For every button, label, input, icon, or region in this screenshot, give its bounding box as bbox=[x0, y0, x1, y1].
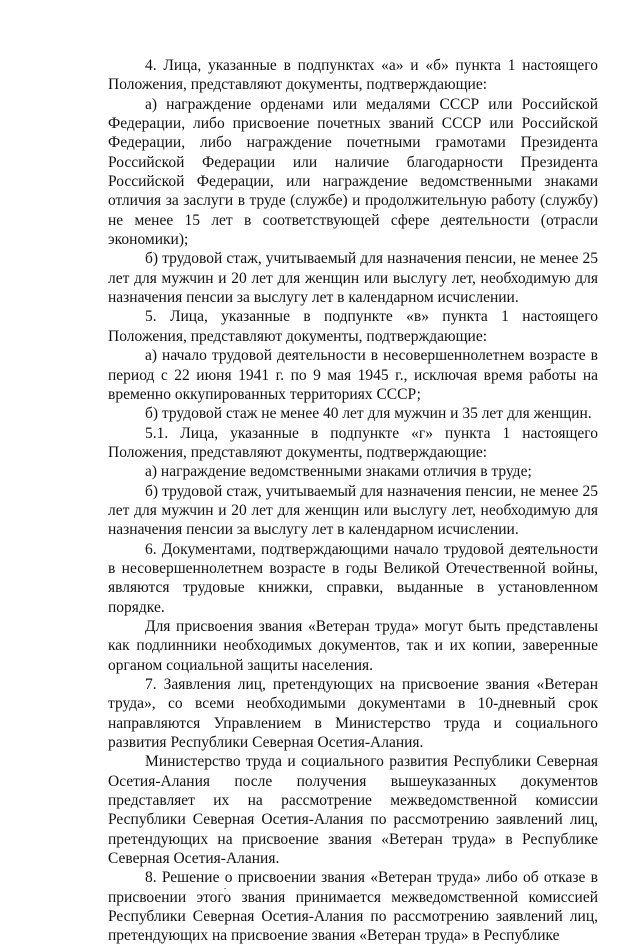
document-body bbox=[108, 56, 598, 946]
paragraph-5-intro: 5. Лица, указанные в подпункте «в» пункта 1 настоящего Положения, представляют документы, подтверждающие: bbox=[108, 308, 598, 345]
paragraph-8: 8. Решение о присвоении звания «Ветеран труда» либо об отказе в присвоении этого звания принимается межведомственной комиссией Республики Северная Осетия-Алания по рассмотрению заявлений лиц, претендующих на присвоение звания «Ветеран труда» в Республике bbox=[108, 869, 598, 945]
paragraph-5-1a: а) награждение ведомственными знаками отличия в труде; bbox=[145, 463, 532, 481]
paragraph-5-1b: б) трудовой стаж, учитываемый для назначения пенсии, не менее 25 лет для мужчин и 20 лет для женщин или выслугу лет, необходимую для назначения пенсии за выслугу лет в календарном исчислении. bbox=[108, 482, 598, 539]
paragraph-5a: а) начало трудовой деятельности в несовершеннолетнем возрасте в период с 22 июня 1941 г. по 9 мая 1945 г., исключая время работы на временно оккупированных территориях СССР; bbox=[108, 347, 598, 403]
paragraph-6: 6. Документами, подтверждающими начало трудовой деятельности в несовершеннолетнем возрасте в годы Великой Отечественной войны, являются трудовые книжки, справки, выданные в установленном порядке. bbox=[108, 540, 598, 616]
paragraph-4b: б) трудовой стаж, учитываемый для назначения пенсии, не менее 25 лет для мужчин и 20 лет для женщин или выслугу лет, необходимую для назначения пенсии за выслугу лет в календарном исчислении. bbox=[108, 250, 598, 307]
paragraph-5-1-intro: 5.1. Лица, указанные в подпункте «г» пункта 1 настоящего Положения, представляют документы, подтверждающие: bbox=[108, 424, 598, 461]
scan-speck bbox=[224, 888, 226, 889]
paragraph-4a: а) награждение орденами или медалями СССР или Российской Федерации, либо присвоение почетных званий СССР или Российской Федерации, либо награждение почетными грамотами Президента Российской Федерации или наличие благодарности Президента Российской Федерации, или награждение ведомственными знаками отличия за заслуги в труде (службе) и продолжительную работу (службу) не менее 15 лет в соответствующей сфере деятельности (отрасли экономики); bbox=[108, 95, 598, 249]
paragraph-7-ministry: Министерство труда и социального развития Республики Северная Осетия-Алания после получения вышеуказанных документов представляет их на рассмотрение межведомственной комиссии Республики Северная Осетия-Алания по рассмотрению заявлений лиц, претендующих на присвоение звания «Ветеран труда» в Республике Северная Осетия-Алания. bbox=[108, 753, 598, 868]
paragraph-6-copies: Для присвоения звания «Ветеран труда» могут быть представлены как подлинники необходимых документов, так и их копии, заверенные органом социальной защиты населения. bbox=[108, 617, 598, 674]
paragraph-5b: б) трудовой стаж не менее 40 лет для мужчин и 35 лет для женщин. bbox=[145, 405, 592, 423]
paragraph-7: 7. Заявления лиц, претендующих на присвоение звания «Ветеран труда», со всеми необходимыми документами в 10-дневный срок направляются Управлением в Министерство труда и социального развития Республики Северная Осетия-Алания. bbox=[108, 676, 598, 752]
paragraph-4-intro: 4. Лица, указанные в подпунктах «а» и «б» пункта 1 настоящего Положения, представляют документы, подтверждающие: bbox=[108, 57, 598, 94]
